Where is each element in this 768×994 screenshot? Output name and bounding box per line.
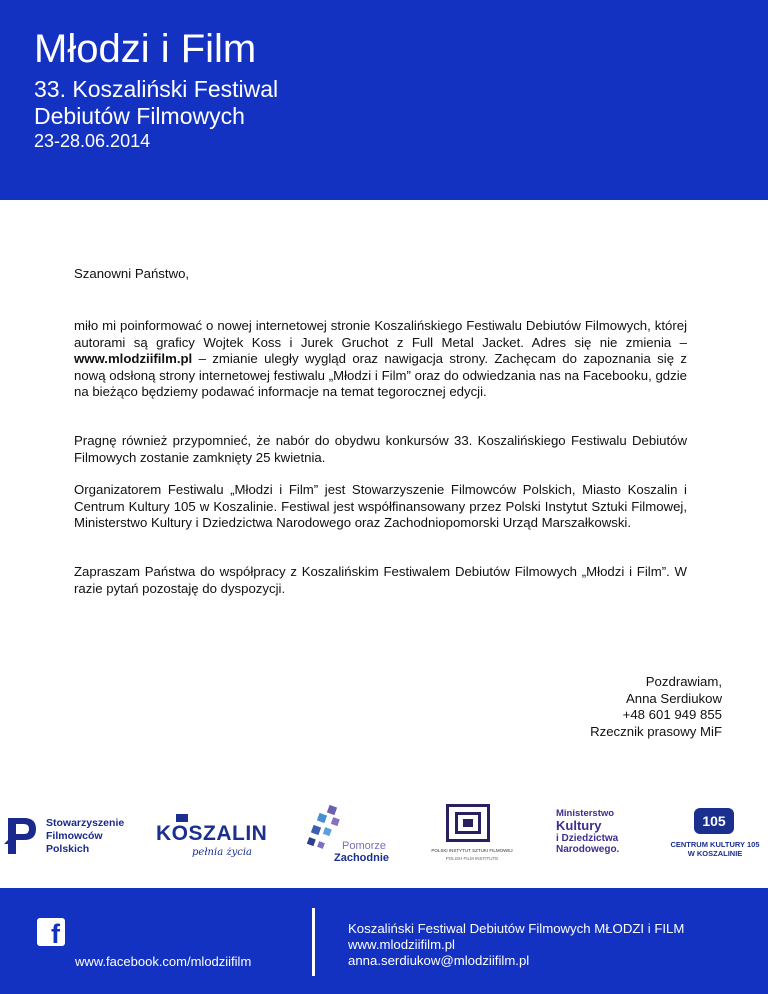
footer-email-link[interactable]: anna.serdiukow@mlodziifilm.pl [348, 953, 530, 968]
ck105-logo [664, 808, 766, 862]
sfp-emblem-icon [2, 814, 42, 858]
ck105-number: 105 [702, 813, 726, 829]
koszalin-wordmark: KOSZALIN [156, 822, 268, 845]
signature-name: Anna Serdiukow [625, 690, 722, 706]
festival-subtitle [34, 76, 278, 130]
festival-title: Młodzi i Film [34, 27, 257, 71]
mkidn-line-3: i Dziedzictwa [556, 833, 619, 844]
p1-text-after: – zmianie uległy wygląd oraz nawigacja strony. Zachęcam do zapoznania się z nową odsłoną strony internetowej festiwalu „Młodzi i Film” oraz do odwiedzania nas na Facebooku, gdzie na bieżąco będziemy podawać informacje na temat tegorocznej edycji. [74, 351, 687, 399]
footer-festival-name: Koszaliński Festiwal Debiutów Filmowych MŁODZI i FILM [348, 921, 685, 936]
footer-divider [312, 908, 315, 976]
pisf-line-1: POLSKI INSTYTUT SZTUKI FILMOWEJ [431, 848, 513, 853]
letter-paragraph-2: Pragnę również przypomnieć, że nabór do obydwu konkursów 33. Koszalińskiego Festiwalu Debiutów Filmowych zostanie zamknięty 25 kwietnia. [74, 433, 687, 465]
footer-contact [348, 921, 684, 969]
pomorze-line-1: Pomorze [342, 840, 387, 852]
sfp-line-2: Filmowców [46, 830, 103, 842]
header-banner [0, 0, 768, 200]
footer-banner [0, 888, 768, 994]
website-link[interactable]: www.mlodziifilm.pl [74, 351, 193, 366]
sponsor-logos [0, 800, 768, 870]
letter-greeting: Szanowni Państwo, [74, 266, 190, 281]
ck105-line-2: W KOSZALINIE [687, 849, 743, 858]
letter-paragraph-4: Zapraszam Państwa do współpracy z Koszalińskim Festiwalem Debiutów Filmowych „Młodzi i Film”. W razie pytań pozostaję do dyspozycji. [74, 564, 687, 596]
pomorze-logo [302, 804, 394, 864]
letter-paragraph-3: Organizatorem Festiwalu „Młodzi i Film” jest Stowarzyszenie Filmowców Polskich, Miasto Koszalin i Centrum Kultury 105 w Koszalinie. Festiwal jest współfinansowany przez Polski Instytut Sztuki Filmowej, Ministerstwo Kultury i Dziedzictwa Narodowego oraz Zachodniopomorski Urząd Marszałkowski. [74, 482, 687, 530]
signature-role: Rzecznik prasowy MiF [590, 723, 722, 739]
sfp-line-3: Polskich [46, 843, 90, 855]
sfp-logo [2, 814, 134, 858]
signature-closing: Pozdrawiam, [645, 674, 722, 689]
signature-phone: +48 601 949 855 [622, 707, 722, 722]
pisf-frame-icon [446, 804, 490, 842]
pisf-logo [424, 804, 520, 866]
mkidn-line-4: Narodowego. [556, 844, 620, 855]
facebook-icon[interactable]: f [37, 918, 65, 946]
letter-paragraph-1 [74, 318, 687, 401]
pomorze-line-2: Zachodnie [334, 852, 390, 864]
mkidn-line-2: Kultury [556, 818, 602, 833]
koszalin-tagline: pełnia życia [192, 847, 253, 858]
koszalin-crown-icon [176, 814, 188, 822]
mkidn-logo [556, 808, 638, 862]
signature-block [590, 674, 722, 740]
mkidn-line-1: Ministerstwo [556, 808, 615, 819]
ck105-line-1: CENTRUM KULTURY 105 [670, 840, 760, 849]
koszalin-logo [156, 814, 266, 860]
subtitle-line-2: Debiutów Filmowych [34, 103, 245, 129]
festival-dates: 23-28.06.2014 [34, 131, 151, 151]
facebook-link[interactable]: www.facebook.com/mlodziifilm [75, 954, 252, 969]
sfp-line-1: Stowarzyszenie [46, 817, 125, 829]
p1-text-before: miło mi poinformować o nowej internetowej stronie Koszalińskiego Festiwalu Debiutów Filmowych, której autorami są graficy Wojtek Koss i Jurek Gruchot z Full Metal Jacket. Adres się nie zmienia – [74, 318, 687, 350]
ck105-badge [694, 808, 734, 834]
subtitle-line-1: 33. Koszaliński Festiwal [34, 76, 279, 102]
pisf-line-2: POLISH FILM INSTITUTE [445, 856, 499, 861]
footer-website-link[interactable]: www.mlodziifilm.pl [348, 937, 455, 952]
